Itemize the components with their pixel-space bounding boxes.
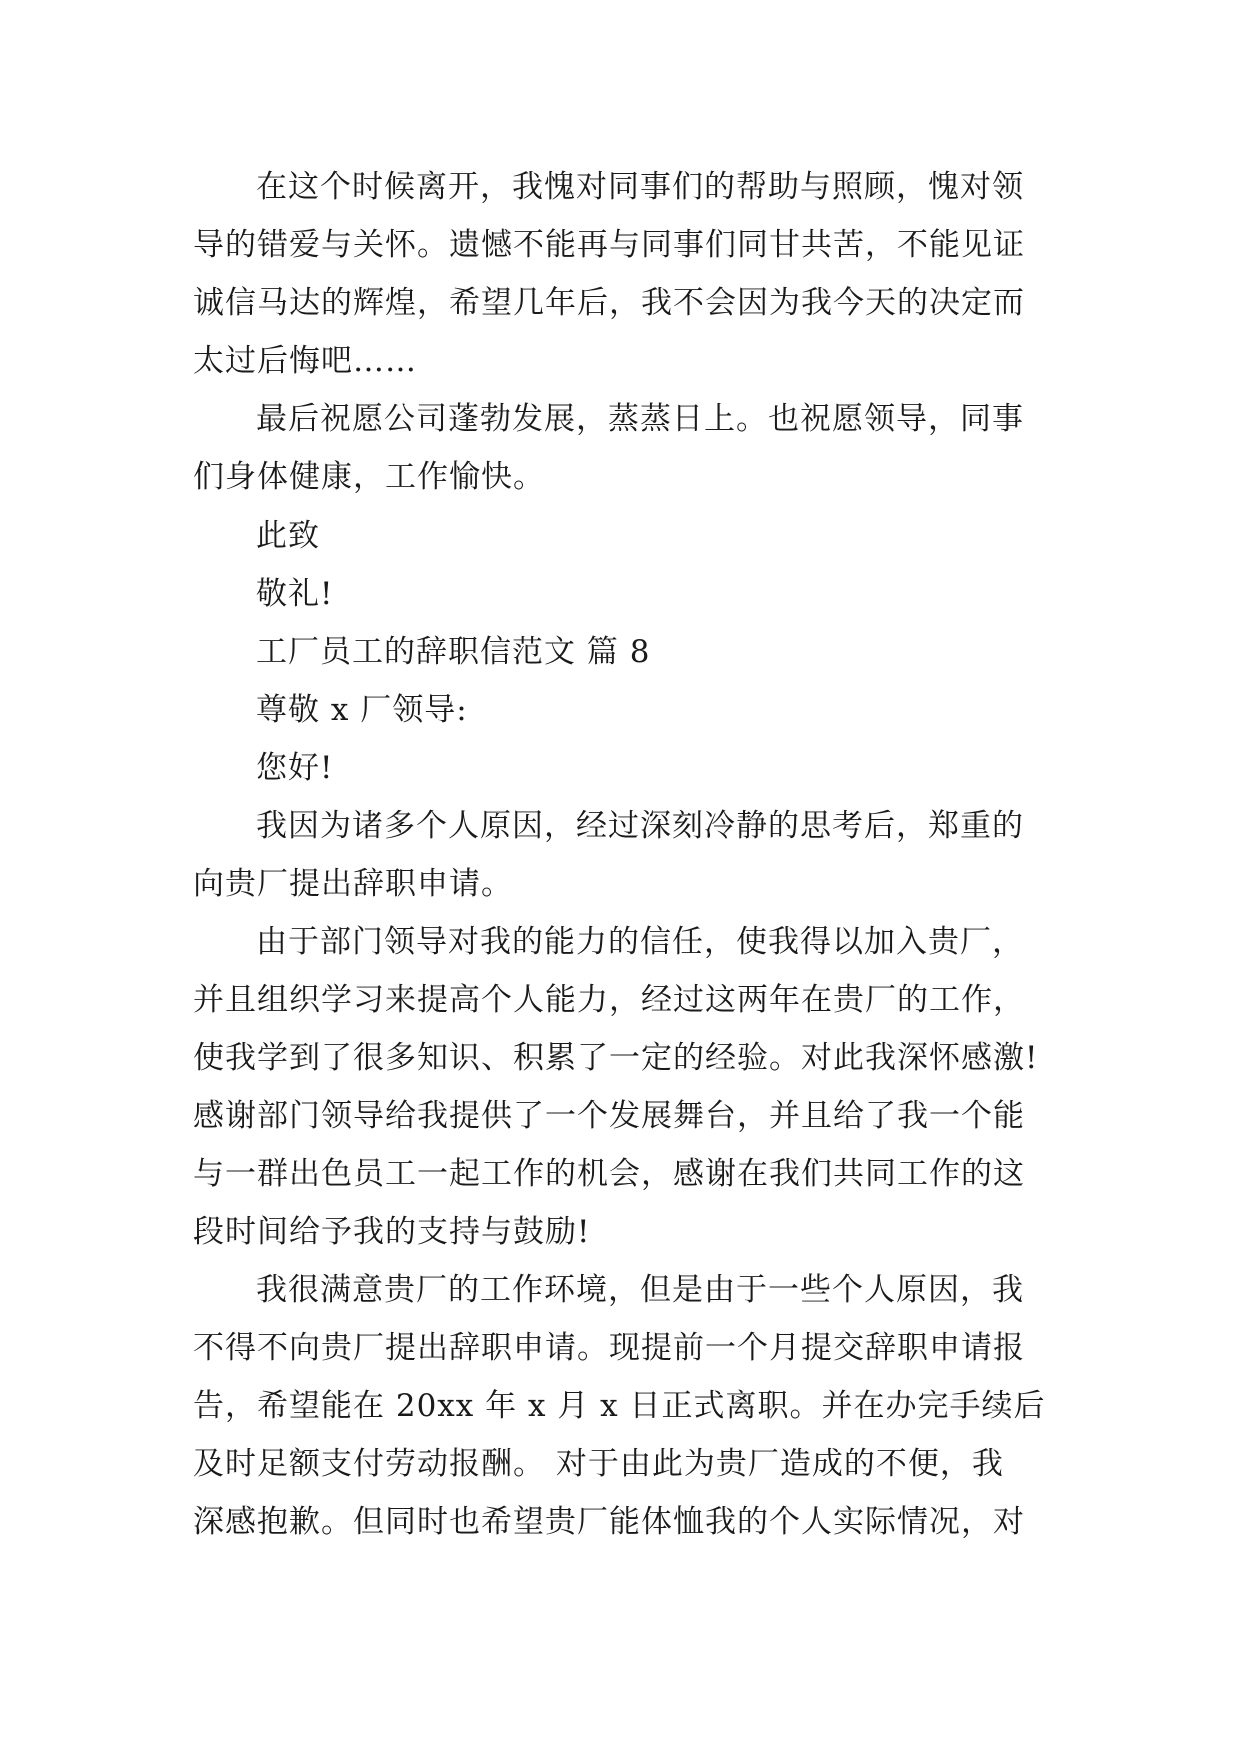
paragraph-line: 段时间给予我的支持与鼓励!: [193, 1214, 591, 1250]
paragraph-line: 及时足额支付劳动报酬。 对于由此为贵厂造成的不便，我: [193, 1446, 1004, 1482]
paragraph-line: 们身体健康，工作愉快。: [193, 459, 545, 495]
paragraph-line: 我因为诸多个人原因，经过深刻冷静的思考后，郑重的: [256, 808, 1024, 844]
paragraph-line: 太过后悔吧……: [193, 343, 417, 379]
closing-salutation: 此致: [256, 518, 320, 554]
letter-greeting: 尊敬 x 厂领导:: [256, 692, 468, 728]
paragraph-line: 由于部门领导对我的能力的信任，使我得以加入贵厂，: [256, 924, 1024, 960]
paragraph-line: 我很满意贵厂的工作环境，但是由于一些个人原因，我: [256, 1272, 1024, 1308]
paragraph-line: 导的错爱与关怀。遗憾不能再与同事们同甘共苦，不能见证: [193, 227, 1025, 263]
paragraph-line: 最后祝愿公司蓬勃发展，蒸蒸日上。也祝愿领导，同事: [256, 401, 1024, 437]
paragraph-line: 深感抱歉。但同时也希望贵厂能体恤我的个人实际情况，对: [193, 1504, 1025, 1540]
letter-greeting: 您好!: [256, 750, 334, 786]
paragraph-line: 告，希望能在 20xx 年 x 月 x 日正式离职。并在办完手续后: [193, 1388, 1046, 1424]
paragraph-line: 与一群出色员工一起工作的机会，感谢在我们共同工作的这: [193, 1156, 1025, 1192]
paragraph-line: 向贵厂提出辞职申请。: [193, 866, 513, 902]
closing-salutation: 敬礼!: [256, 576, 334, 612]
paragraph-line: 感谢部门领导给我提供了一个发展舞台，并且给了我一个能: [193, 1098, 1025, 1134]
paragraph-line: 并且组织学习来提高个人能力，经过这两年在贵厂的工作，: [193, 982, 1025, 1018]
paragraph-line: 在这个时候离开，我愧对同事们的帮助与照顾，愧对领: [256, 169, 1024, 205]
paragraph-line: 使我学到了很多知识、积累了一定的经验。对此我深怀感激!: [193, 1040, 1039, 1076]
paragraph-line: 不得不向贵厂提出辞职申请。现提前一个月提交辞职申请报: [193, 1330, 1025, 1366]
paragraph-line: 诚信马达的辉煌，希望几年后，我不会因为我今天的决定而: [193, 285, 1025, 321]
section-heading: 工厂员工的辞职信范文 篇 8: [256, 634, 651, 670]
